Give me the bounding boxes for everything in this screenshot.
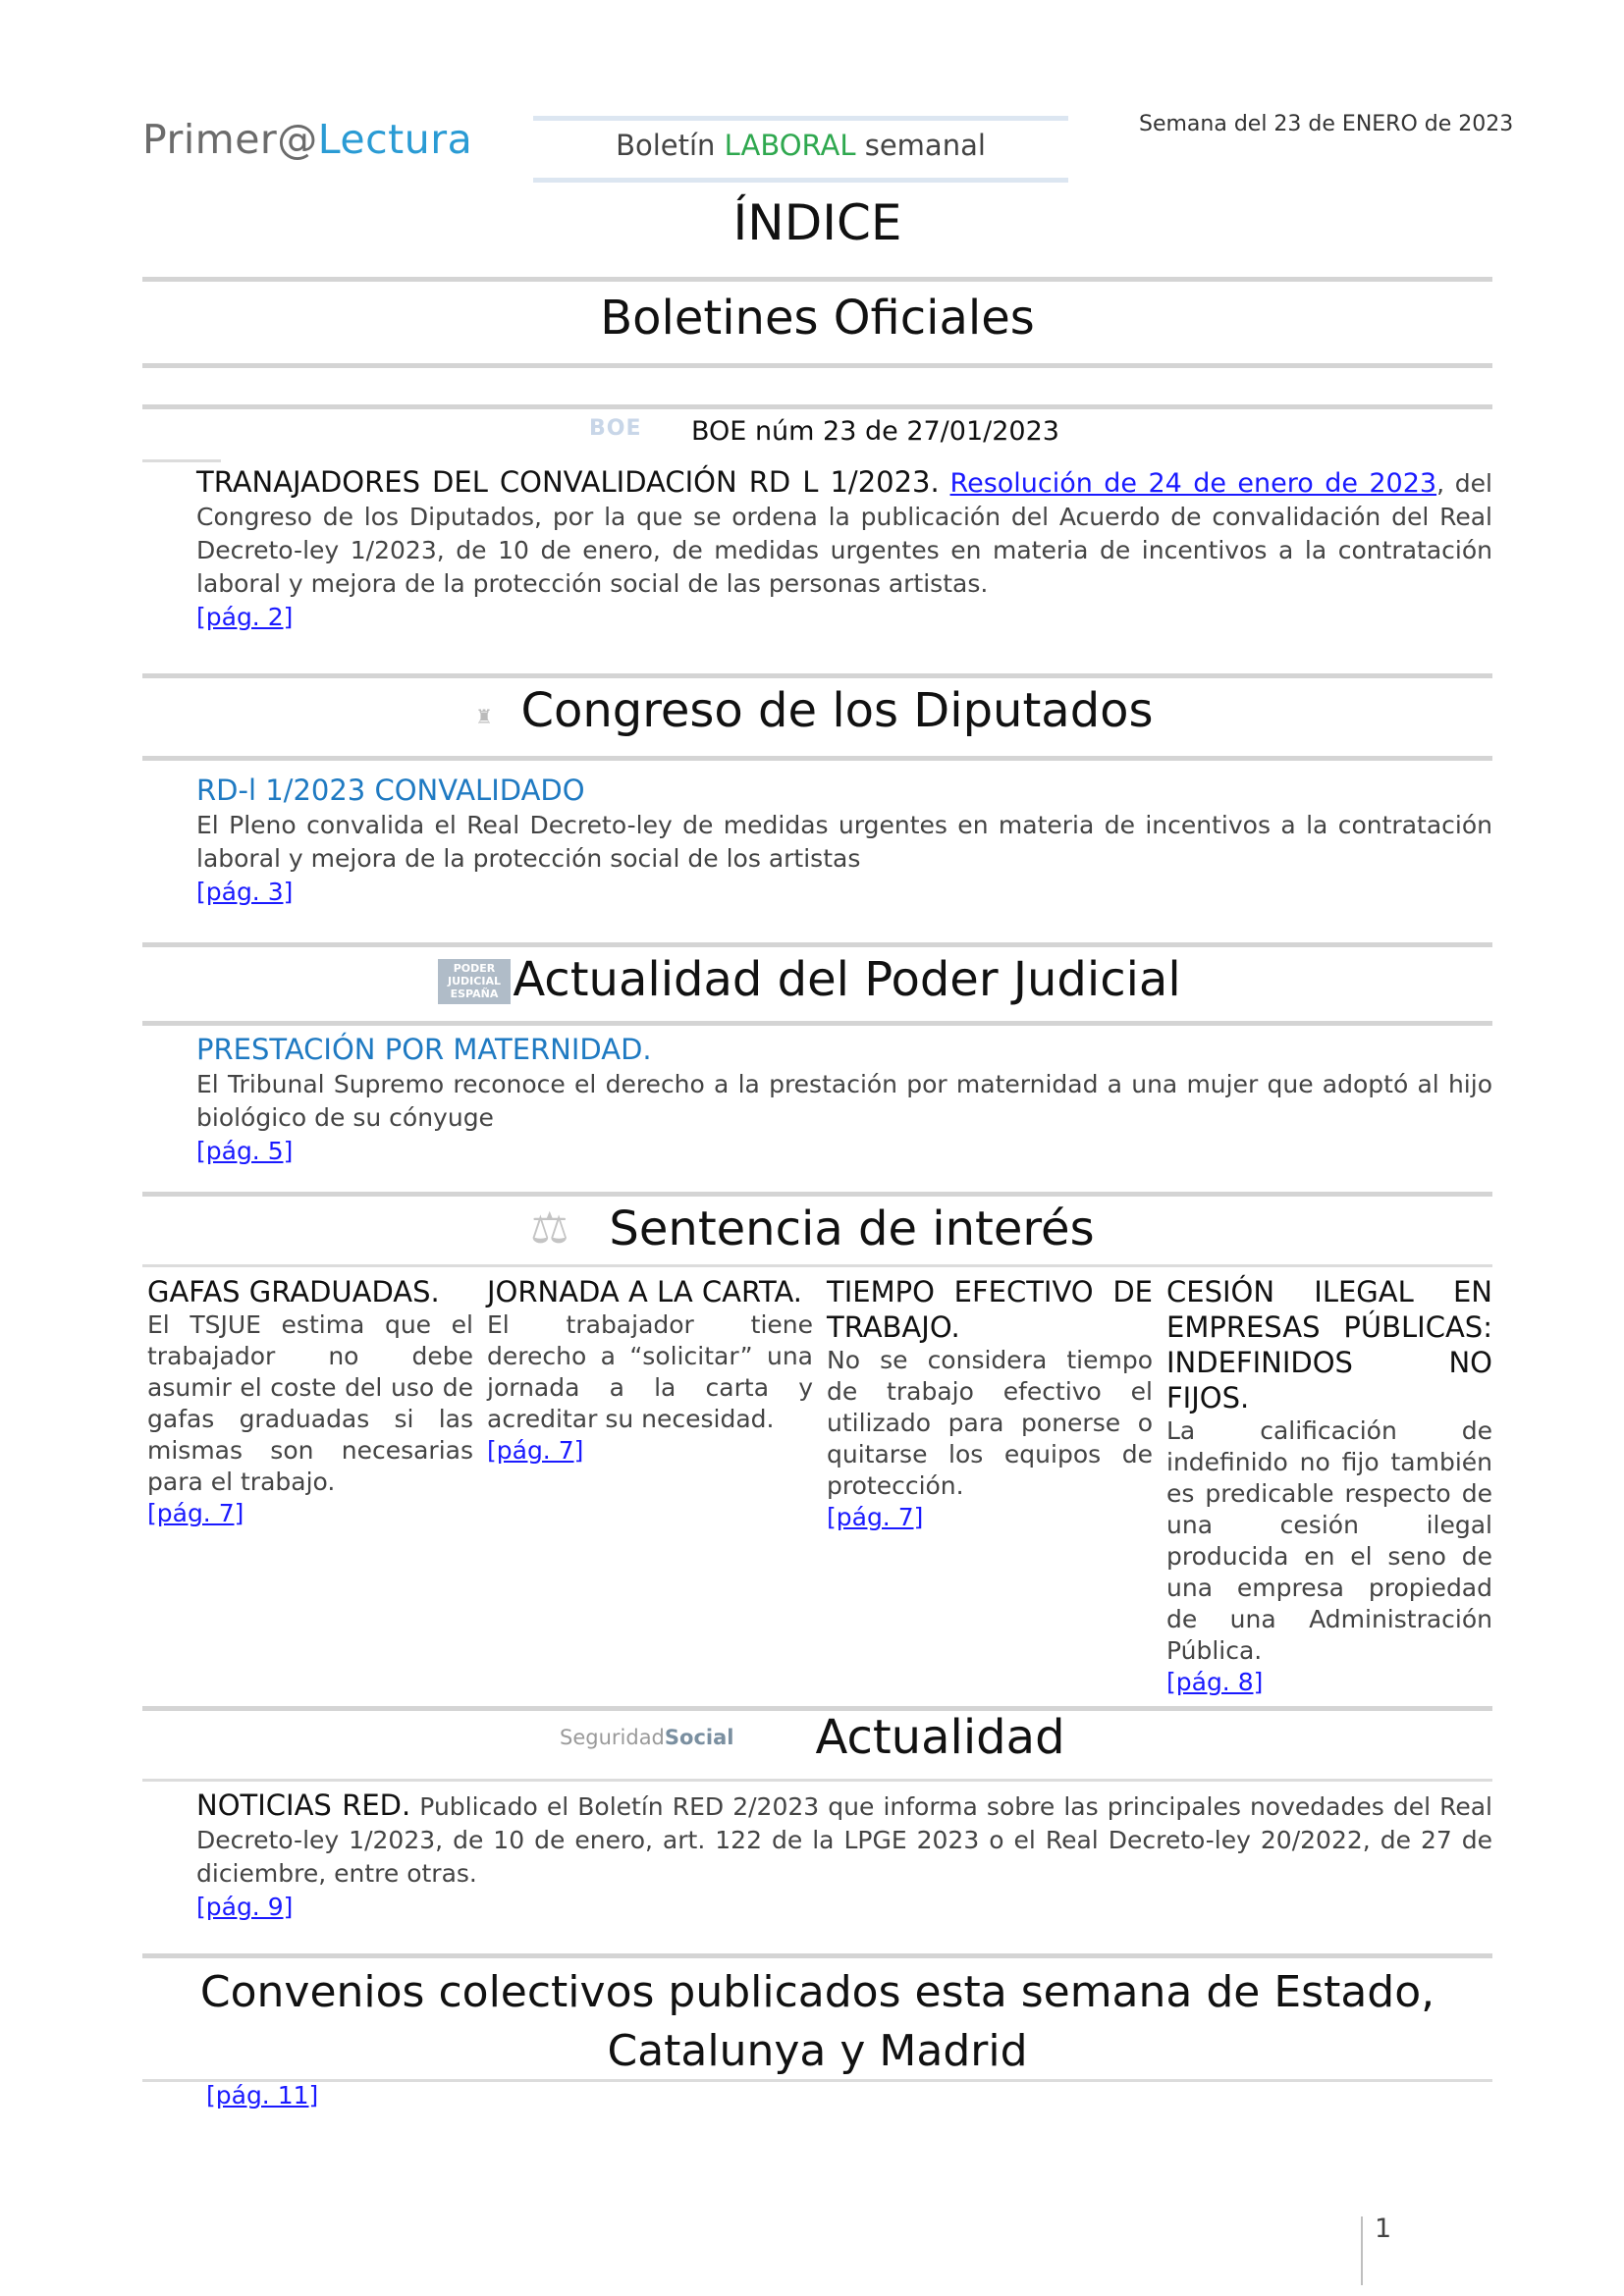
- divider: [142, 363, 1492, 368]
- section-title-convenios: [142, 1963, 1492, 2081]
- page-link-5[interactable]: [pág. 5]: [196, 1137, 294, 1165]
- section-title-poder-judicial: Actualidad del Poder Judicial: [513, 952, 1181, 1007]
- actualidad-entry-lead: NOTICIAS RED.: [196, 1789, 411, 1822]
- divider: [142, 277, 1492, 282]
- bulletin-post: semanal: [855, 129, 986, 162]
- sentencia-head-2: JORNADA A LA CARTA.: [487, 1275, 803, 1308]
- actualidad-entry-text: Publicado el Boletín RED 2/2023 que informa sobre las principales novedades del Real Decreto-ley 1/2023, de 10 de enero, art. 122 de la LPGE 2023 o el Real Decreto-ley 20/2022, de 27 de diciembre, entre otras.: [196, 1792, 1492, 1888]
- boe-entry-text: , del Congreso de los Diputados, por la que se ordena la publicación del Acuerdo de convalidación del Real Decreto-ley 1/2023, de 10 de enero, de medidas urgentes en materia de incentivos a la contratación laboral y mejora de la protección social de las personas artistas.: [196, 469, 1493, 598]
- section-title-congreso: Congreso de los Diputados: [520, 683, 1154, 738]
- section-title-actualidad: Actualidad: [815, 1710, 1065, 1765]
- page-link-2[interactable]: [pág. 2]: [196, 603, 294, 631]
- sentencia-column-4: [1166, 1274, 1492, 1698]
- page-link-7a[interactable]: [pág. 7]: [147, 1499, 244, 1527]
- divider: [142, 1779, 1492, 1782]
- sentencia-column-3: [827, 1274, 1153, 1533]
- sentencia-column-2: [487, 1274, 813, 1467]
- boe-entry-lead: TRANAJADORES DEL CONVALIDACIÓN RD L 1/2023.: [196, 465, 940, 499]
- divider: [142, 1021, 1492, 1026]
- sentencia-text-2: El trabajador tiene derecho a “solicitar” una jornada a la carta y acreditar su necesidad.: [487, 1310, 813, 1433]
- page-link-7b[interactable]: [pág. 7]: [487, 1436, 584, 1465]
- page-number-bar: [1361, 2216, 1363, 2285]
- bulletin-highlight: LABORAL: [724, 129, 856, 162]
- divider: [142, 756, 1492, 761]
- divider: [142, 673, 1492, 678]
- sentencia-text-3: No se considera tiempo de trabajo efectivo el utilizado para ponerse o quitarse los equipos de protección.: [827, 1346, 1153, 1500]
- divider: [142, 1953, 1492, 1958]
- boe-entry: [196, 465, 1492, 634]
- congreso-entry-text: El Pleno convalida el Real Decreto-ley de medidas urgentes en materia de incentivos a la contratación laboral y mejora de la protección social de los artistas: [196, 811, 1492, 873]
- boe-resolution-link[interactable]: Resolución de 24 de enero de 2023: [949, 468, 1437, 499]
- divider: [142, 1264, 1492, 1267]
- divider: [142, 942, 1492, 947]
- bulletin-title: [533, 129, 1068, 162]
- actualidad-entry: [196, 1789, 1492, 1924]
- index-title: ÍNDICE: [732, 194, 902, 251]
- page-number: 1: [1375, 2214, 1392, 2244]
- page-link-7c[interactable]: [pág. 7]: [827, 1503, 924, 1531]
- divider: [142, 459, 221, 462]
- page-link-9[interactable]: [pág. 9]: [196, 1893, 294, 1921]
- section-title-sentencia: Sentencia de interés: [609, 1201, 1095, 1256]
- sentencia-text-1: El TSJUE estima que el trabajador no debe asumir el coste del uso de gafas graduadas si las mismas son necesarias para el trabajo.: [147, 1310, 473, 1496]
- sentencia-text-4: La calificación de indefinido no fijo también es predicable respecto de una cesión ilegal producida en el seno de una empresa propiedad de una Administración Pública.: [1166, 1416, 1492, 1665]
- divider: [142, 2079, 1492, 2082]
- pj-icon-line1: PODER: [453, 962, 496, 975]
- bulletin-banner: [533, 116, 1068, 183]
- section-title-boletines: Boletines Oficiales: [600, 291, 1035, 346]
- convenios-title-line1: Convenios colectivos publicados esta semana de Estado,: [199, 1967, 1435, 2017]
- convenios-title-line2: Catalunya y Madrid: [607, 2026, 1028, 2076]
- pj-icon-line3: ESPAÑA: [450, 988, 499, 1000]
- congreso-entry: [196, 774, 1492, 909]
- logo-part2: Lectura: [317, 116, 473, 163]
- congreso-emblem-icon: ♜: [475, 705, 493, 728]
- ss-icon-part1: Seguridad: [560, 1726, 665, 1749]
- boe-issue-line: BOE núm 23 de 27/01/2023: [691, 416, 1059, 447]
- bulletin-pre: Boletín: [616, 129, 725, 162]
- scales-icon: ⚖: [530, 1203, 569, 1254]
- logo-part1: Primer@: [142, 116, 318, 163]
- ss-icon-part2: Social: [664, 1726, 734, 1749]
- pj-entry: [196, 1033, 1492, 1168]
- logo: [142, 116, 472, 163]
- pj-icon-line2: JUDICIAL: [448, 975, 501, 988]
- pj-entry-text: El Tribunal Supremo reconoce el derecho a la prestación por maternidad a una mujer que adoptó al hijo biológico de su cónyuge: [196, 1070, 1492, 1132]
- pj-entry-head: PRESTACIÓN POR MATERNIDAD.: [196, 1033, 652, 1066]
- sentencia-head-4: CESIÓN ILEGAL EN EMPRESAS PÚBLICAS: INDEFINIDOS NO FIJOS.: [1166, 1275, 1492, 1415]
- sentencia-head-1: GAFAS GRADUADAS.: [147, 1275, 440, 1308]
- divider: [142, 1192, 1492, 1197]
- divider: [142, 404, 1492, 409]
- page-link-8[interactable]: [pág. 8]: [1166, 1668, 1264, 1696]
- week-label: Semana del 23 de ENERO de 2023: [1139, 112, 1514, 136]
- congreso-entry-head: RD-l 1/2023 CONVALIDADO: [196, 774, 585, 807]
- sentencia-column-1: [147, 1274, 473, 1529]
- page-link-11[interactable]: [pág. 11]: [206, 2081, 319, 2109]
- sentencia-head-3: TIEMPO EFECTIVO DE TRABAJO.: [827, 1275, 1153, 1344]
- page-link-3[interactable]: [pág. 3]: [196, 878, 294, 906]
- boe-icon: BOE: [589, 416, 642, 441]
